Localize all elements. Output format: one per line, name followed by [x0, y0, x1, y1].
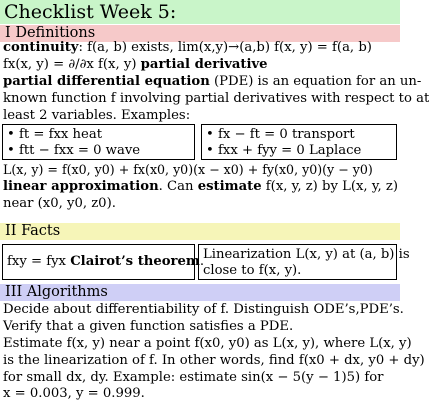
pde-line-3: least 2 variables. Examples:	[3, 108, 191, 123]
pde-text-1: (PDE) is an equation for an un-	[209, 74, 422, 89]
example-transport: • fx − ft = 0 transport	[206, 127, 355, 142]
partial-derivative-definition: fx(x, y) = ∂/∂x f(x, y)	[3, 57, 137, 72]
example-wave: • ftt − fxx = 0 wave	[7, 143, 141, 158]
linear-text-2: f(x, y, z) by L(x, y, z)	[261, 179, 398, 194]
linearization-formula: L(x, y) = f(x0, y0) + fx(x0, y0)(x − x0) + fy(x0, y0)(y − y0)	[3, 162, 373, 177]
linear-text-3: near (x0, y0, z0).	[3, 196, 116, 211]
clairaut-term: Clairot’s theorem	[70, 254, 200, 269]
clairaut-box: fxy = fyx Clairot’s theorem.	[2, 244, 195, 280]
algorithm-line-1: Decide about differentiability of f. Distinguish ODE’s,PDE’s.	[3, 302, 404, 317]
section-header-algorithms: III Algorithms	[0, 284, 400, 301]
section-header-facts: II Facts	[0, 223, 400, 240]
estimate-term: estimate	[197, 179, 262, 194]
partial-derivative-line	[3, 57, 268, 73]
clairaut-formula: fxy = fyx	[7, 254, 66, 269]
example-heat: • ft = fxx heat	[7, 127, 103, 142]
linearization-fact-box	[198, 244, 410, 280]
partial-derivative-term: partial derivative	[140, 57, 268, 72]
algorithm-line-4: is the linearization of f. In other words, find f(x0 + dx, y0 + dy)	[3, 353, 425, 368]
continuity-text: : f(a, b) exists, lim(x,y)→(a,b) f(x, y) = f(a, b)	[78, 40, 372, 55]
algorithm-line-2: Verify that a given function satisfies a PDE.	[3, 319, 294, 334]
linear-approximation-term: linear approximation	[3, 179, 159, 194]
pde-line-2: known function f involving partial derivatives with respect to at	[3, 91, 429, 106]
section-header-definitions: I Definitions	[0, 25, 400, 42]
continuity-term: continuity	[3, 40, 79, 55]
linearization-fact-line-2: close to f(x, y).	[203, 263, 302, 278]
examples-box-right	[201, 124, 397, 160]
algorithm-line-5: for small dx, dy. Example: estimate sin(x − 5(y − 1)5) for	[3, 370, 384, 385]
page-title: Checklist Week 5:	[0, 0, 400, 24]
linearization-fact-line-1: Linearization L(x, y) at (a, b) is	[203, 247, 410, 262]
algorithm-line-6: x = 0.003, y = 0.999.	[3, 386, 145, 401]
pde-line-1	[3, 74, 421, 90]
example-laplace: • fxx + fyy = 0 Laplace	[206, 143, 362, 158]
linear-approximation-line	[3, 179, 398, 195]
continuity-line	[3, 40, 372, 56]
algorithm-line-3: Estimate f(x, y) near a point f(x0, y0) as L(x, y), where L(x, y)	[3, 336, 412, 351]
pde-term: partial differential equation	[3, 74, 210, 89]
linear-text-1: . Can	[158, 179, 198, 194]
examples-box-left	[2, 124, 195, 160]
